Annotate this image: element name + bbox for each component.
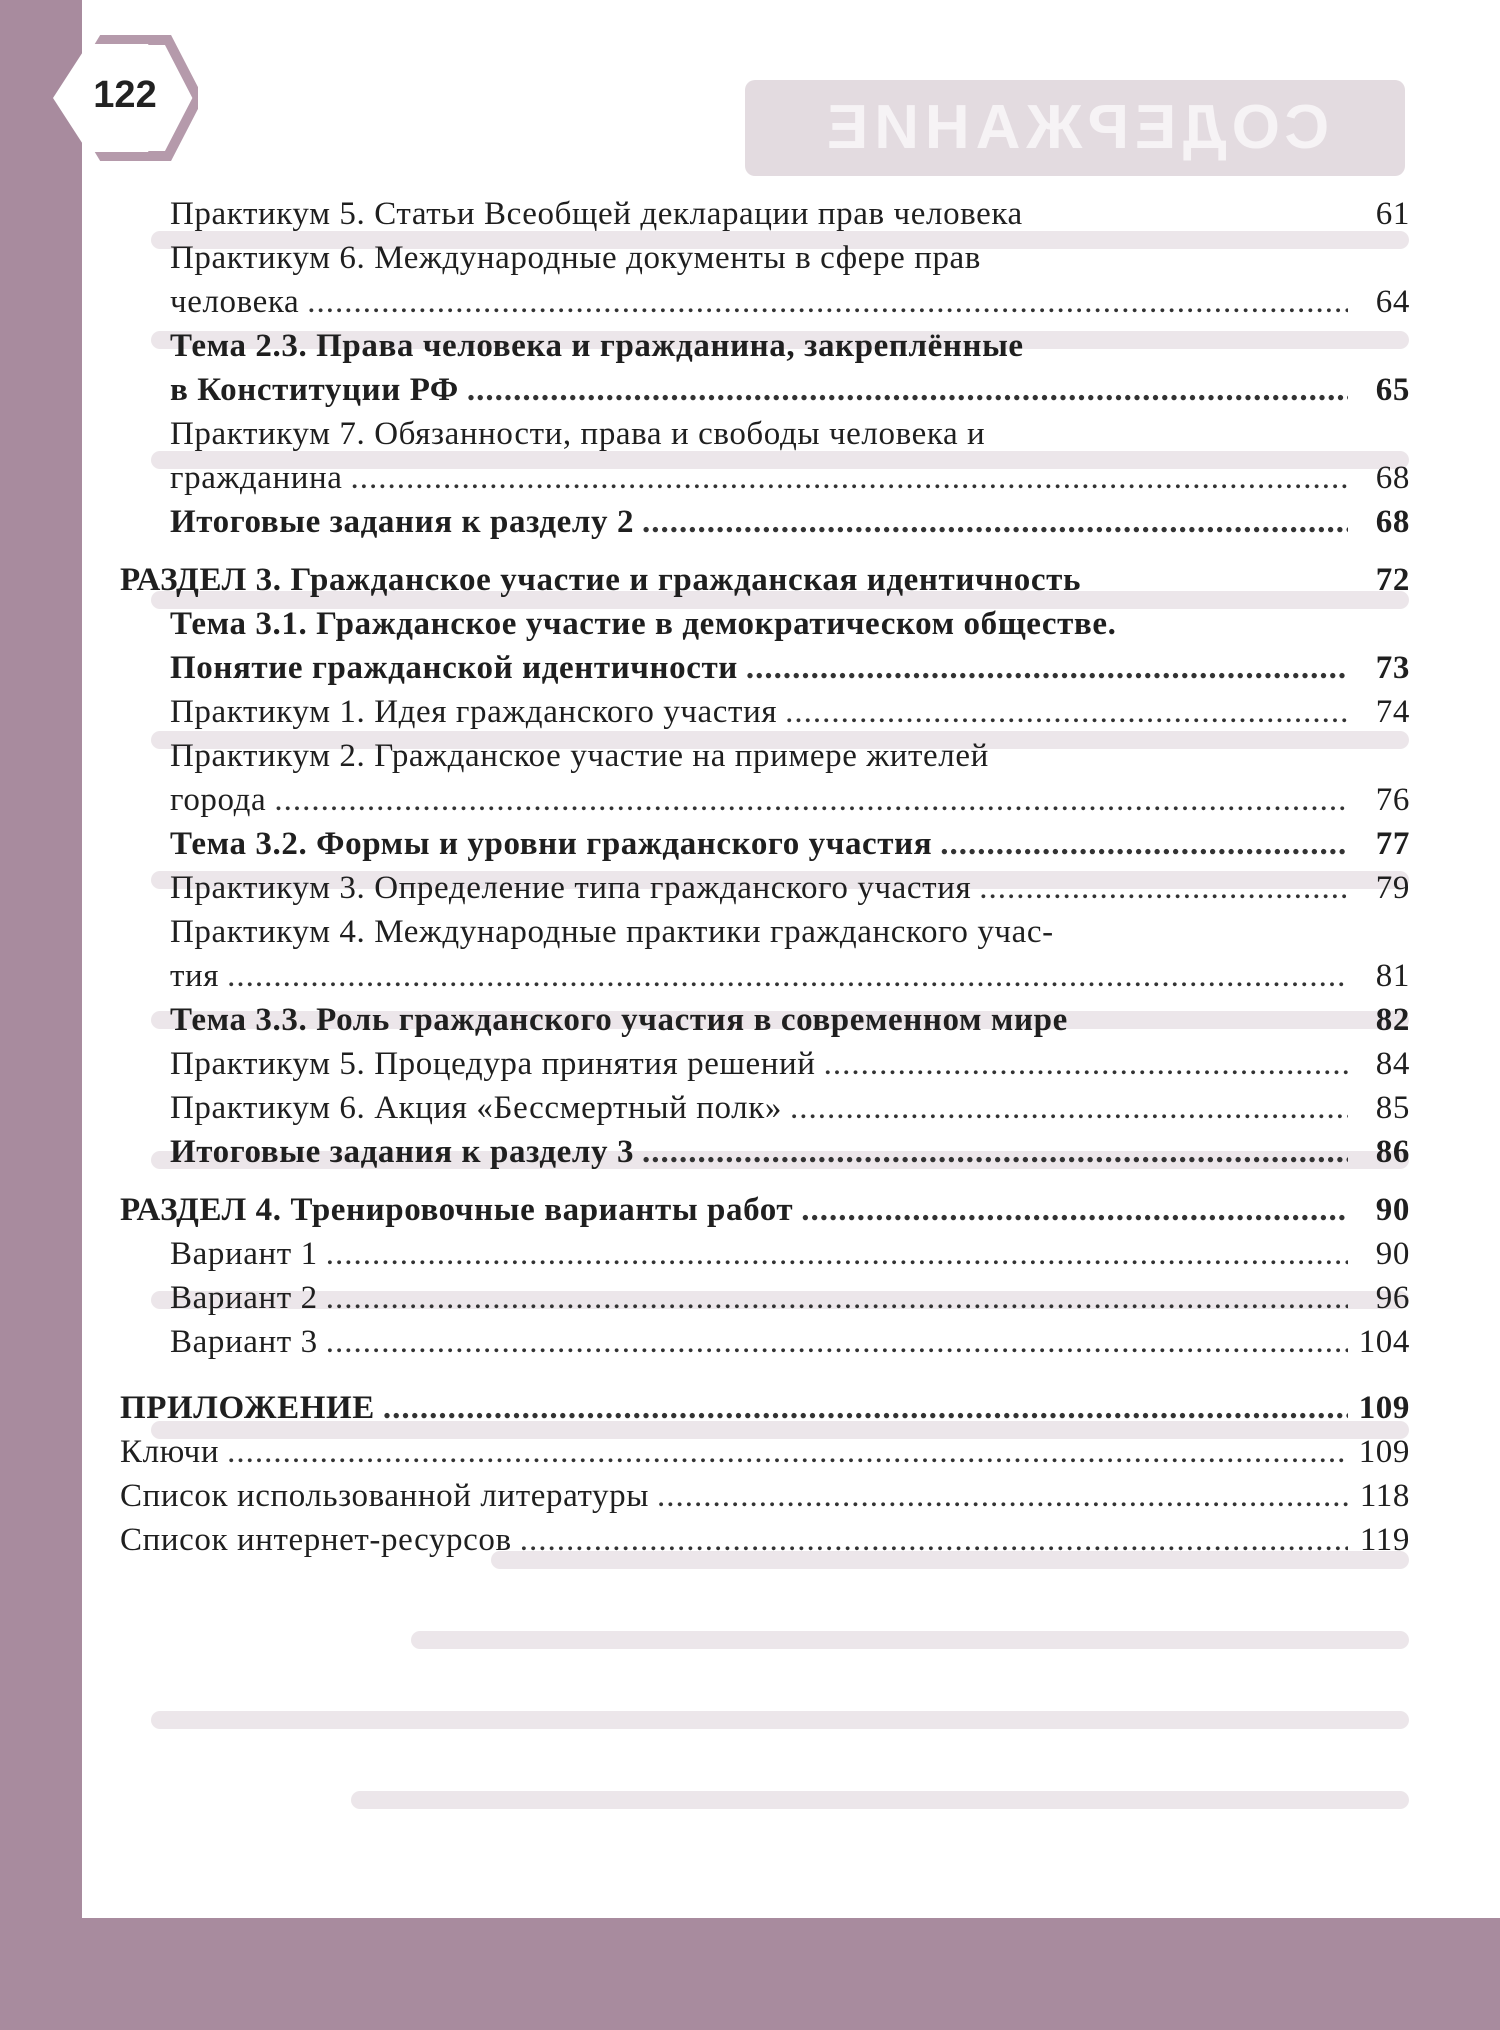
dot-leader bbox=[467, 368, 1348, 412]
toc-entry-app bbox=[120, 1386, 1410, 1430]
dot-leader bbox=[801, 1188, 1348, 1232]
dot-leader bbox=[227, 954, 1348, 998]
toc-entry-title: РАЗДЕЛ 4. Тренировочные варианты работ bbox=[120, 1192, 794, 1228]
toc-page-number: 109 bbox=[1358, 1434, 1410, 1470]
toc-entry-p34a bbox=[120, 910, 1410, 954]
toc-entry-r3 bbox=[120, 558, 1410, 602]
bleed-through-heading: СОДЕРЖАНИЕ bbox=[745, 80, 1405, 176]
toc-entry-t33 bbox=[120, 998, 1410, 1042]
toc-entry-p5 bbox=[120, 192, 1410, 236]
toc-entry-title: Список интернет-ресурсов bbox=[120, 1522, 512, 1558]
toc-page-number: 90 bbox=[1375, 1236, 1410, 1272]
toc-entry-t31b bbox=[120, 646, 1410, 690]
toc-page-number: 73 bbox=[1375, 650, 1410, 686]
toc-entry-title: Практикум 6. Акция «Бессмертный полк» bbox=[170, 1090, 782, 1126]
toc-entry-title: Тема 3.3. Роль гражданского участия в современном мире bbox=[170, 1002, 1068, 1038]
toc-entry-p32a bbox=[120, 734, 1410, 778]
toc-entry-title: Итоговые задания к разделу 3 bbox=[170, 1134, 635, 1170]
toc-page-number: 118 bbox=[1359, 1478, 1410, 1514]
toc-page-number: 119 bbox=[1359, 1522, 1410, 1558]
toc-page-number: 96 bbox=[1375, 1280, 1410, 1316]
toc-entry-t23b bbox=[120, 368, 1410, 412]
toc-entry-title: РАЗДЕЛ 3. Гражданское участие и гражданская идентичность bbox=[120, 562, 1081, 598]
toc-entry-p36 bbox=[120, 1086, 1410, 1130]
page-number: 122 bbox=[93, 74, 157, 116]
toc-entry-v3 bbox=[120, 1320, 1410, 1364]
section-gap bbox=[120, 544, 1410, 558]
toc-entry-p32b bbox=[120, 778, 1410, 822]
toc-entry-web bbox=[120, 1518, 1410, 1562]
dot-leader bbox=[824, 1042, 1348, 1086]
toc-entry-title: Список использованной литературы bbox=[120, 1478, 650, 1514]
toc-entry-title: Тема 2.3. Права человека и гражданина, закреплённые bbox=[170, 328, 1024, 364]
toc-entry-p33 bbox=[120, 866, 1410, 910]
dot-leader bbox=[326, 1276, 1348, 1320]
toc-entry-title: Вариант 2 bbox=[170, 1280, 318, 1316]
dot-leader bbox=[307, 280, 1348, 324]
table-of-contents bbox=[120, 192, 1410, 1562]
toc-entry-title: Практикум 5. Процедура принятия решений bbox=[170, 1046, 816, 1082]
toc-entry-title: ПРИЛОЖЕНИЕ bbox=[120, 1390, 375, 1426]
toc-page-number: 109 bbox=[1358, 1390, 1410, 1426]
dot-leader bbox=[326, 1320, 1348, 1364]
toc-entry-title: города bbox=[170, 782, 267, 818]
section-gap bbox=[120, 1364, 1410, 1386]
dot-leader bbox=[657, 1474, 1348, 1518]
toc-entry-title: Вариант 1 bbox=[170, 1236, 318, 1272]
toc-page-number: 79 bbox=[1375, 870, 1410, 906]
toc-entry-title: в Конституции РФ bbox=[170, 372, 459, 408]
toc-entry-p34b bbox=[120, 954, 1410, 998]
toc-page-number: 65 bbox=[1375, 372, 1410, 408]
toc-entry-title: тия bbox=[170, 958, 220, 994]
toc-page-number: 81 bbox=[1375, 958, 1410, 994]
toc-entry-t23a bbox=[120, 324, 1410, 368]
toc-entry-title: Тема 3.1. Гражданское участие в демократическом обществе. bbox=[170, 606, 1117, 642]
dot-leader bbox=[227, 1430, 1348, 1474]
toc-entry-title: человека bbox=[170, 284, 300, 320]
toc-entry-p7b bbox=[120, 456, 1410, 500]
dot-leader bbox=[642, 1130, 1348, 1174]
toc-entry-title: Практикум 4. Международные практики гражданского учас- bbox=[170, 914, 1054, 950]
toc-entry-title: Практикум 7. Обязанности, права и свободы человека и bbox=[170, 416, 986, 452]
toc-entry-title: Практикум 1. Идея гражданского участия bbox=[170, 694, 778, 730]
toc-page-number: 82 bbox=[1375, 1002, 1410, 1038]
toc-entry-r4 bbox=[120, 1188, 1410, 1232]
toc-entry-title: гражданина bbox=[170, 460, 343, 496]
toc-entry-title: Итоговые задания к разделу 2 bbox=[170, 504, 635, 540]
toc-entry-p35 bbox=[120, 1042, 1410, 1086]
toc-entry-title: Практикум 5. Статьи Всеобщей декларации прав человека bbox=[170, 196, 1023, 232]
toc-entry-it3 bbox=[120, 1130, 1410, 1174]
toc-entry-t32 bbox=[120, 822, 1410, 866]
bottom-decorative-band bbox=[0, 1918, 1500, 2030]
dot-leader bbox=[351, 456, 1348, 500]
dot-leader bbox=[274, 778, 1348, 822]
toc-page-number: 85 bbox=[1375, 1090, 1410, 1126]
dot-leader bbox=[326, 1232, 1348, 1276]
toc-entry-lit bbox=[120, 1474, 1410, 1518]
toc-entry-p6b bbox=[120, 280, 1410, 324]
toc-page-number: 61 bbox=[1375, 196, 1410, 232]
toc-entry-v2 bbox=[120, 1276, 1410, 1320]
toc-entry-title: Понятие гражданской идентичности bbox=[170, 650, 738, 686]
toc-page-number: 77 bbox=[1375, 826, 1410, 862]
toc-entry-p7a bbox=[120, 412, 1410, 456]
toc-entry-v1 bbox=[120, 1232, 1410, 1276]
toc-page-number: 68 bbox=[1375, 460, 1410, 496]
left-decorative-band bbox=[0, 0, 82, 2030]
dot-leader bbox=[520, 1518, 1348, 1562]
toc-page-number: 64 bbox=[1375, 284, 1410, 320]
dot-leader bbox=[785, 690, 1348, 734]
toc-entry-p31 bbox=[120, 690, 1410, 734]
toc-entry-title: Практикум 6. Международные документы в сфере прав bbox=[170, 240, 981, 276]
toc-entry-title: Практикум 2. Гражданское участие на примере жителей bbox=[170, 738, 989, 774]
dot-leader bbox=[383, 1386, 1348, 1430]
toc-page-number: 84 bbox=[1375, 1046, 1410, 1082]
dot-leader bbox=[940, 822, 1348, 866]
toc-page-number: 68 bbox=[1375, 504, 1410, 540]
toc-page-number: 86 bbox=[1375, 1134, 1410, 1170]
toc-entry-p6a bbox=[120, 236, 1410, 280]
toc-entry-t31a bbox=[120, 602, 1410, 646]
dot-leader bbox=[746, 646, 1348, 690]
toc-page-number: 104 bbox=[1358, 1324, 1410, 1360]
dot-leader bbox=[790, 1086, 1348, 1130]
toc-entry-title: Ключи bbox=[120, 1434, 220, 1470]
toc-entry-title: Практикум 3. Определение типа гражданского участия bbox=[170, 870, 972, 906]
toc-entry-it2 bbox=[120, 500, 1410, 544]
toc-page-number: 76 bbox=[1375, 782, 1410, 818]
toc-page-number: 72 bbox=[1375, 562, 1410, 598]
toc-page-number: 74 bbox=[1375, 694, 1410, 730]
toc-page-number: 90 bbox=[1375, 1192, 1410, 1228]
toc-entry-title: Тема 3.2. Формы и уровни гражданского участия bbox=[170, 826, 933, 862]
toc-entry-title: Вариант 3 bbox=[170, 1324, 318, 1360]
toc-entry-keys bbox=[120, 1430, 1410, 1474]
dot-leader bbox=[642, 500, 1348, 544]
dot-leader bbox=[979, 866, 1348, 910]
section-gap bbox=[120, 1174, 1410, 1188]
